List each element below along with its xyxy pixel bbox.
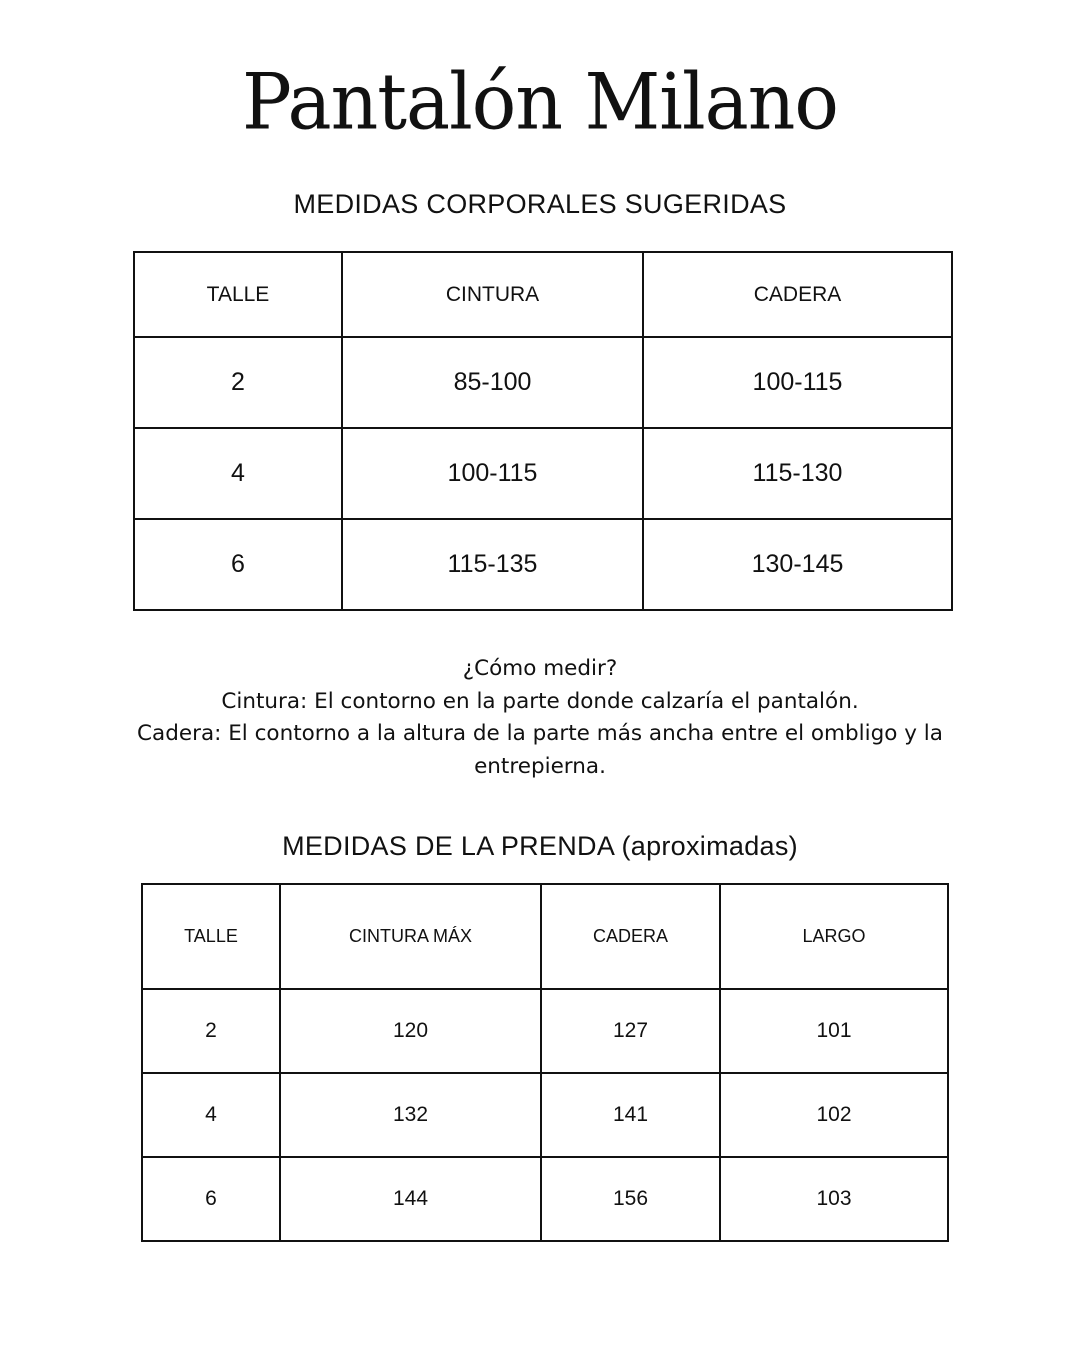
column-header-cintura: CINTURA [342,252,643,337]
cell-talle: 4 [142,1073,280,1157]
cell-talle: 4 [134,428,342,519]
cell-cadera: 130-145 [643,519,952,610]
cell-cintura: 100-115 [342,428,643,519]
how-to-measure-question: ¿Cómo medir? [462,656,618,681]
garment-measurements-table [141,883,949,1242]
table-row [134,337,952,428]
column-header-largo: LARGO [720,884,948,989]
cell-largo: 103 [720,1157,948,1241]
cell-cintura-max: 144 [280,1157,541,1241]
garment-measurements-heading: MEDIDAS DE LA PRENDA (aproximadas) [282,831,798,861]
waist-instruction: Cintura: El contorno en la parte donde calzaría el pantalón. [221,688,859,714]
cell-cintura: 115-135 [342,519,643,610]
column-header-cadera: CADERA [643,252,952,337]
hip-instruction: Cadera: El contorno a la altura de la parte más ancha entre el ombligo y la entrepierna. [137,721,943,779]
cell-cadera: 141 [541,1073,720,1157]
body-measurements-heading: MEDIDAS CORPORALES SUGERIDAS [293,189,787,219]
cell-largo: 101 [720,989,948,1073]
table-row [134,519,952,610]
cell-talle: 2 [142,989,280,1073]
cell-largo: 102 [720,1073,948,1157]
column-header-talle: TALLE [134,252,342,337]
table-row [142,1157,948,1241]
cell-talle: 6 [142,1157,280,1241]
cell-talle: 6 [134,519,342,610]
table-row [142,1073,948,1157]
table-header-row [142,884,948,989]
page-title: Pantalón Milano [242,56,838,148]
column-header-cintura-max: CINTURA MÁX [280,884,541,989]
cell-cintura-max: 132 [280,1073,541,1157]
table-header-row [134,252,952,337]
cell-cadera: 127 [541,989,720,1073]
cell-cadera: 100-115 [643,337,952,428]
how-to-measure-text [120,653,960,783]
column-header-cadera: CADERA [541,884,720,989]
cell-cadera: 156 [541,1157,720,1241]
table-row [142,989,948,1073]
table-row [134,428,952,519]
cell-cadera: 115-130 [643,428,952,519]
body-measurements-table [133,251,953,611]
cell-cintura-max: 120 [280,989,541,1073]
column-header-talle: TALLE [142,884,280,989]
cell-talle: 2 [134,337,342,428]
cell-cintura: 85-100 [342,337,643,428]
